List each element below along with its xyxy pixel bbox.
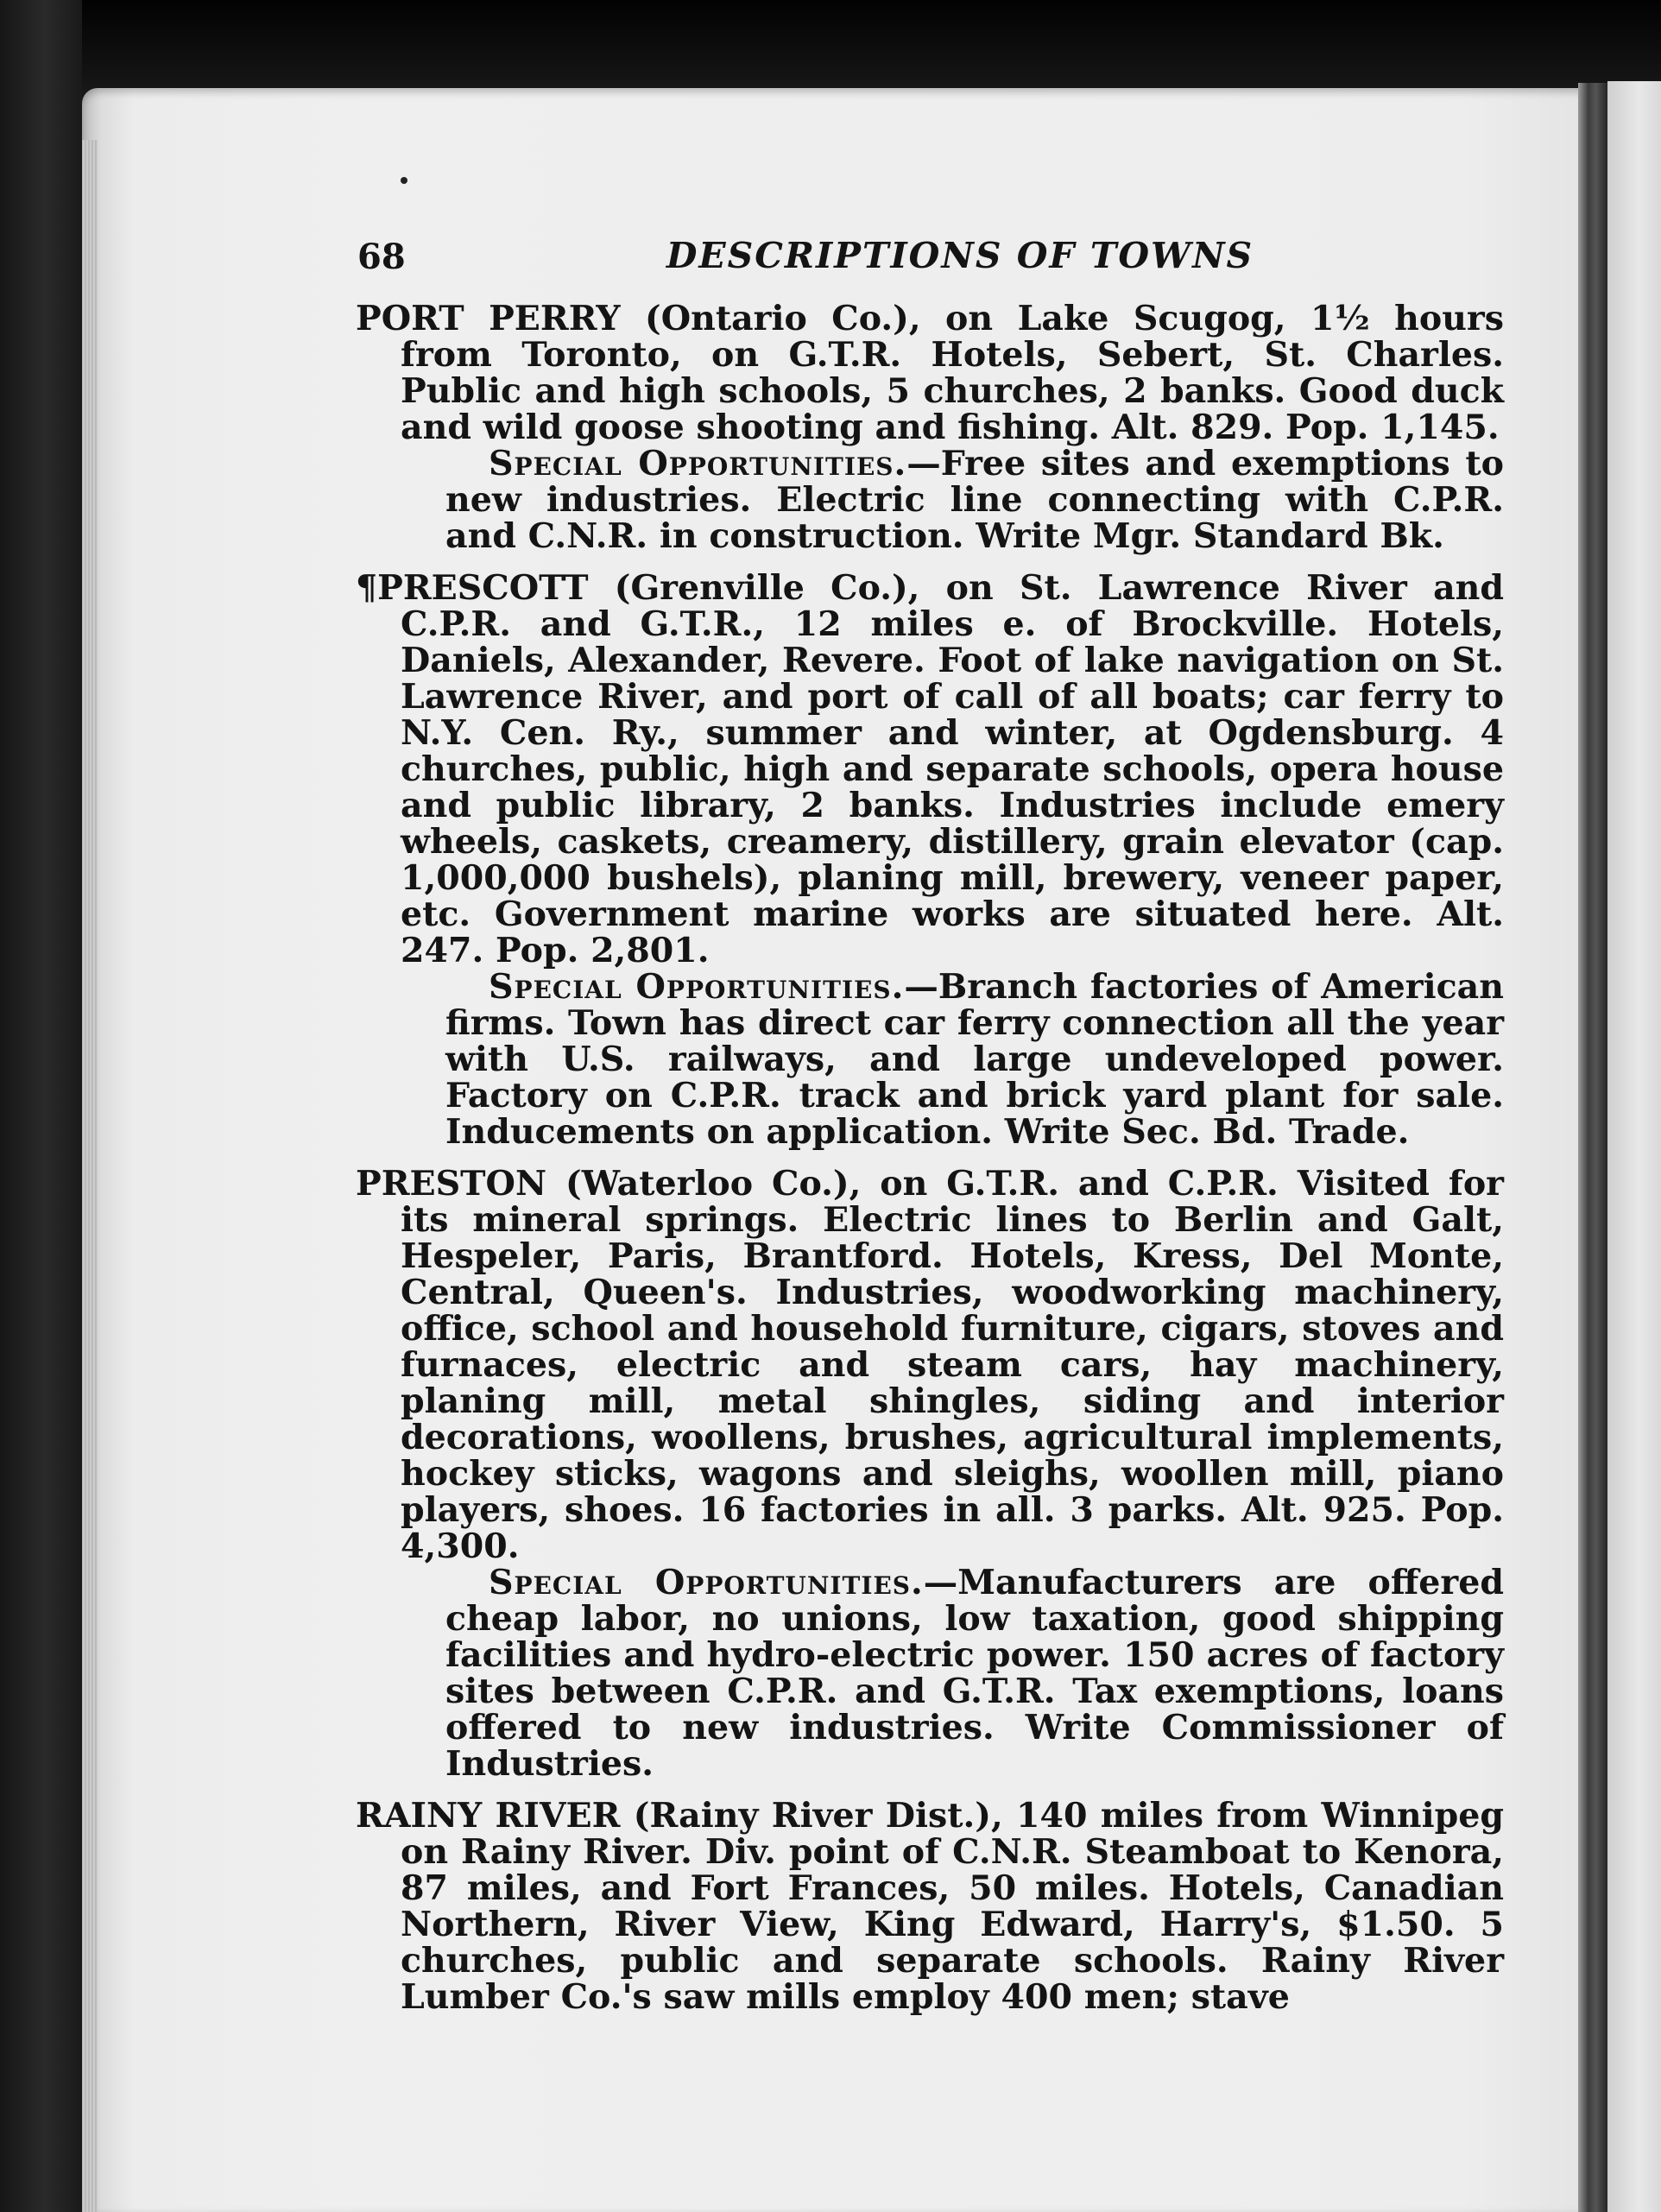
running-title: DESCRIPTIONS OF TOWNS bbox=[666, 235, 1254, 276]
special-text: —Branch factories of American firms. Town has direct car ferry connection all the year with U.S. railways, and large undeveloped power. Factory on C.P.R. track and brick yard plant for sale. Inducements on application. Write Sec. Bd. Trade. bbox=[445, 967, 1504, 1152]
town-name: RAINY RIVER bbox=[356, 1796, 621, 1836]
town-description: (Grenville Co.), on St. Lawrence River and C.P.R. and G.T.R., 12 miles e. of Brockville. Hotels, Daniels, Alexander, Revere. Foot of lake navigation on St. Lawrence River, and port of call of all boats; car ferry to N.Y. Cen. Ry., summer and winter, at Ogdensburg. 4 churches, public, high and separate schools, opera house and public library, 2 banks. Industries include emery wheels, caskets, creamery, distillery, grain elevator (cap. 1,000,000 bushels), planing mill, brewery, veneer paper, etc. Government marine works are situated here. Alt. 247. Pop. 2,801. bbox=[401, 568, 1504, 970]
special-label: Special Opportunities. bbox=[489, 967, 905, 1007]
page-header bbox=[356, 224, 1504, 288]
special-label: Special Opportunities. bbox=[489, 1563, 924, 1602]
page-edge-stack bbox=[82, 140, 98, 2212]
town-entry-port-perry bbox=[356, 300, 1504, 554]
town-entry-preston bbox=[356, 1166, 1504, 1782]
town-description: (Ontario Co.), on Lake Scugog, 1½ hours from Toronto, on G.T.R. Hotels, Sebert, St. Charles. Public and high schools, 5 churches, 2 banks. Good duck and wild goose shooting and fishing. Alt. 829. Pop. 1,145. bbox=[401, 299, 1504, 447]
town-name: PRESCOTT bbox=[377, 568, 589, 608]
town-name: PRESTON bbox=[356, 1164, 547, 1204]
town-name: PORT PERRY bbox=[356, 299, 621, 338]
town-entry-prescott bbox=[356, 570, 1504, 1150]
town-description: (Rainy River Dist.), 140 miles from Winnipeg on Rainy River. Div. point of C.N.R. Steamboat to Kenora, 87 miles, and Fort Frances, 50 miles. Hotels, Canadian Northern, River View, King Edward, Harry's, $1.50. 5 churches, public and separate schools. Rainy River Lumber Co.'s saw mills employ 400 men; stave bbox=[401, 1796, 1505, 2017]
facing-page-edge bbox=[1607, 81, 1661, 2212]
page-text bbox=[356, 224, 1504, 2031]
scan-dark-border-left bbox=[0, 0, 82, 2212]
special-label: Special Opportunities. bbox=[489, 444, 907, 483]
special-opportunities bbox=[401, 446, 1504, 554]
special-opportunities bbox=[401, 1564, 1504, 1782]
special-text: —Free sites and exemptions to new industries. Electric line connecting with C.P.R. and C.N.R. in construction. Write Mgr. Standard Bk. bbox=[445, 444, 1504, 556]
special-opportunities bbox=[401, 969, 1504, 1150]
town-description: (Waterloo Co.), on G.T.R. and C.P.R. Visited for its mineral springs. Electric lines to Berlin and Galt, Hespeler, Paris, Brantford. Hotels, Kress, Del Monte, Central, Queen's. Industries, woodworking machinery, office, school and household furniture, cigars, stoves and furnaces, electric and steam cars, hay machinery, planing mill, metal shingles, siding and interior decorations, woollens, brushes, agricultural implements, hockey sticks, wagons and sleighs, woollen mill, piano players, shoes. 16 factories in all. 3 parks. Alt. 925. Pop. 4,300. bbox=[401, 1164, 1504, 1566]
page-number: 68 bbox=[357, 237, 406, 277]
entry-marker: ¶ bbox=[356, 568, 378, 608]
ink-speck bbox=[401, 177, 407, 184]
special-text: —Manufacturers are offered cheap labor, no unions, low taxation, good shipping facilities and hydro-electric power. 150 acres of factory sites between C.P.R. and G.T.R. Tax exemptions, loans offered to new industries. Write Commissioner of Industries. bbox=[445, 1563, 1504, 1784]
town-entry-rainy-river bbox=[356, 1798, 1504, 2015]
book-gutter bbox=[1578, 83, 1607, 2212]
